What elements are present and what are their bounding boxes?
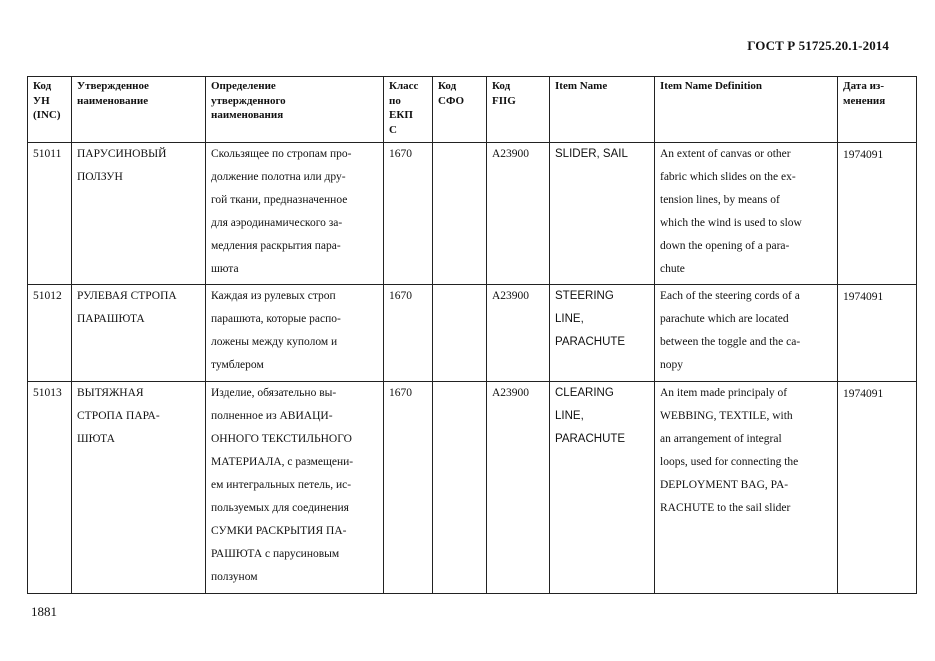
cell-item-name: SLIDER, SAIL — [550, 143, 655, 285]
cell-code: 51011 — [28, 143, 72, 285]
cell-fiig: A23900 — [487, 285, 550, 382]
header-item-name-definition: Item Name Definition — [655, 77, 838, 143]
cell-change-date: 1974091 — [838, 285, 917, 382]
cell-item-name: CLEARING LINE, PARACHUTE — [550, 382, 655, 594]
cell-class: 1670 — [384, 285, 433, 382]
standard-designation: ГОСТ Р 51725.20.1-2014 — [747, 38, 889, 53]
cell-item-name: STEERING LINE, PARACHUTE — [550, 285, 655, 382]
table-header-row — [28, 77, 917, 143]
nomenclature-table — [27, 76, 917, 594]
cell-item-definition: An item made principaly of WEBBING, TEXTILE, with an arrangement of integral loops, used for connecting the DEPLOYMENT BAG, PA- RACHUTE to the sail slider — [655, 382, 838, 594]
header-code: Код УН (INC) — [28, 77, 72, 143]
header-class: Класс по ЕКП С — [384, 77, 433, 143]
table-row — [28, 382, 917, 594]
cell-item-definition: An extent of canvas or other fabric which slides on the ex- tension lines, by means of which the wind is used to slow down the opening of a para- chute — [655, 143, 838, 285]
cell-change-date: 1974091 — [838, 382, 917, 594]
cell-change-date: 1974091 — [838, 143, 917, 285]
cell-fiig: A23900 — [487, 382, 550, 594]
header-definition: Определение утвержденного наименования — [206, 77, 384, 143]
cell-sfo — [433, 382, 487, 594]
table-row — [28, 143, 917, 285]
cell-definition: Изделие, обязательно вы- полненное из АВИАЦИ- ОННОГО ТЕКСТИЛЬНОГО МАТЕРИАЛА, с размещени- ем интегральных петель, ис- пользуемых для соединения СУМКИ РАСКРЫТИЯ ПА- РАШЮТА с парусиновым ползуном — [206, 382, 384, 594]
cell-approved-name: РУЛЕВАЯ СТРОПА ПАРАШЮТА — [72, 285, 206, 382]
cell-code: 51012 — [28, 285, 72, 382]
table-row — [28, 285, 917, 382]
cell-definition: Каждая из рулевых строп парашюта, которые распо- ложены между куполом и тумблером — [206, 285, 384, 382]
cell-approved-name: ВЫТЯЖНАЯ СТРОПА ПАРА- ШЮТА — [72, 382, 206, 594]
cell-item-definition: Each of the steering cords of a parachute which are located between the toggle and the ca- nopy — [655, 285, 838, 382]
cell-fiig: A23900 — [487, 143, 550, 285]
cell-sfo — [433, 143, 487, 285]
header-change-date: Дата из- менения — [838, 77, 917, 143]
page-number: 1881 — [31, 604, 57, 619]
cell-class: 1670 — [384, 382, 433, 594]
cell-definition: Скользящее по стропам про- должение полотна или дру- гой ткани, предназначенное для аэродинамического за- медления раскрытия пара- шюта — [206, 143, 384, 285]
cell-sfo — [433, 285, 487, 382]
header-approved-name: Утвержденное наименование — [72, 77, 206, 143]
header-sfo-code: Код СФО — [433, 77, 487, 143]
header-item-name: Item Name — [550, 77, 655, 143]
cell-code: 51013 — [28, 382, 72, 594]
cell-class: 1670 — [384, 143, 433, 285]
header-fiig-code: Код FIIG — [487, 77, 550, 143]
cell-approved-name: ПАРУСИНОВЫЙ ПОЛЗУН — [72, 143, 206, 285]
